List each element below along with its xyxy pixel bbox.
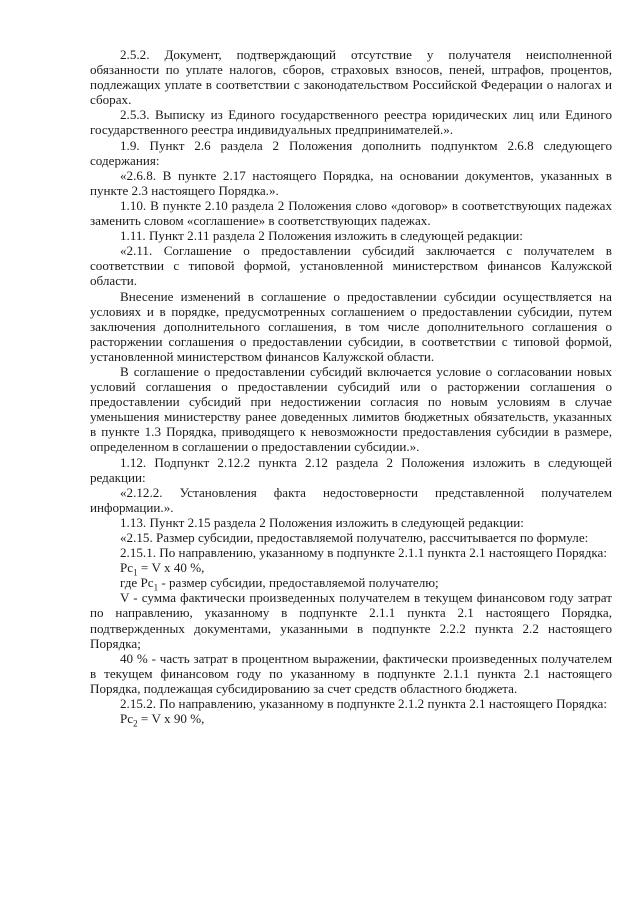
paragraph-2-5-2: 2.5.2. Документ, подтверждающий отсутствие у получателя неисполненной обязанности по уплате налогов, сборов, страховых взносов, пеней, штрафов, процентов, подлежащих уплате в соответствии с законодательством Российской Федерации о налогах и сборах. bbox=[90, 47, 612, 108]
paragraph-agreement-condition: В соглашение о предоставлении субсидий включается условие о согласовании новых условий соглашения о предоставлении субсидий или о расторжении соглашения о предоставлении субсидий при недостижении согласия по новым условиям в случае уменьшения министерству ранее доведенных лимитов бюджетных обязательств, указанных в пункте 1.3 Порядка, приводящего к невозможности предоставления субсидии в размере, определенном в соглашении о предоставлении субсидии.». bbox=[90, 363, 612, 455]
paragraph-2-15: «2.15. Размер субсидии, предоставляемой получателю, рассчитывается по формуле: bbox=[120, 530, 589, 545]
paragraph-1-11: 1.11. Пункт 2.11 раздела 2 Положения изложить в следующей редакции: bbox=[120, 228, 523, 244]
paragraph-2-15-1: 2.15.1. По направлению, указанному в подпункте 2.1.1 пункта 2.1 настоящего Порядка: bbox=[120, 545, 607, 561]
formula-2: $Рс_2 = V$ х 90 %, bbox=[120, 711, 205, 729]
formula-1: $Рс_1 = V$ х 40 %, bbox=[120, 560, 205, 578]
paragraph-1-9: 1.9. Пункт 2.6 раздела 2 Положения дополнить подпунктом 2.6.8 следующего содержания: bbox=[90, 137, 612, 168]
paragraph-40-percent: 40 % - часть затрат в процентном выражении, фактически произведенных получателем в текущем финансовом году по указанному в подпункте 2.1.1 пункта 2.1 настоящего Порядка, подлежащая субсидированию за счет средств областного бюджета. bbox=[90, 650, 612, 696]
paragraph-2-6-8: «2.6.8. В пункте 2.17 настоящего Порядка, на основании документов, указанных в пункте 2.3 настоящего Порядка.». bbox=[90, 167, 612, 198]
paragraph-amendments: Внесение изменений в соглашение о предоставлении субсидии осуществляется на условиях и в порядке, предусмотренных соглашением о предоставлении субсидии, путем заключения дополнительного соглашения, в том числе дополнительного соглашения о расторжении соглашения о предоставлении субсидии, в соответствии с типовой формой, установленной министерством финансов Калужской области. bbox=[90, 288, 612, 364]
paragraph-2-15-2: 2.15.2. По направлению, указанному в подпункте 2.1.2 пункта 2.1 настоящего Порядка: bbox=[120, 696, 607, 712]
paragraph-1-10: 1.10. В пункте 2.10 раздела 2 Положения слово «договор» в соответствующих падежах заменить словом «соглашение» в соответствующих падежах. bbox=[90, 197, 612, 229]
paragraph-2-5-3: 2.5.3. Выписку из Единого государственного реестра юридических лиц или Единого государственного реестра индивидуальных предпринимателей.». bbox=[90, 107, 612, 138]
formula-1-legend: где $Рс_1$ - размер субсидии, предоставляемой получателю; bbox=[120, 575, 439, 593]
paragraph-2-11: «2.11. Соглашение о предоставлении субсидий заключается с получателем в соответствии с типовой формой, установленной министерством финансов Калужской области. bbox=[90, 243, 612, 289]
paragraph-v-definition: V - сумма фактически произведенных получателем в текущем финансовом году затрат по направлению, указанному в подпункте 2.1.1 пункта 2.1 настоящего Порядка, подтвержденных документами, указанными в подпункте 2.2.2 пункта 2.2 настоящего Порядка; bbox=[90, 590, 612, 651]
paragraph-1-12: 1.12. Подпункт 2.12.2 пункта 2.12 раздела 2 Положения изложить в следующей редакции: bbox=[90, 454, 612, 485]
paragraph-1-13: 1.13. Пункт 2.15 раздела 2 Положения изложить в следующей редакции: bbox=[120, 514, 524, 530]
document-page bbox=[90, 47, 612, 729]
paragraph-2-12-2: «2.12.2. Установления факта недостоверности представленной получателем информации.». bbox=[90, 484, 612, 515]
